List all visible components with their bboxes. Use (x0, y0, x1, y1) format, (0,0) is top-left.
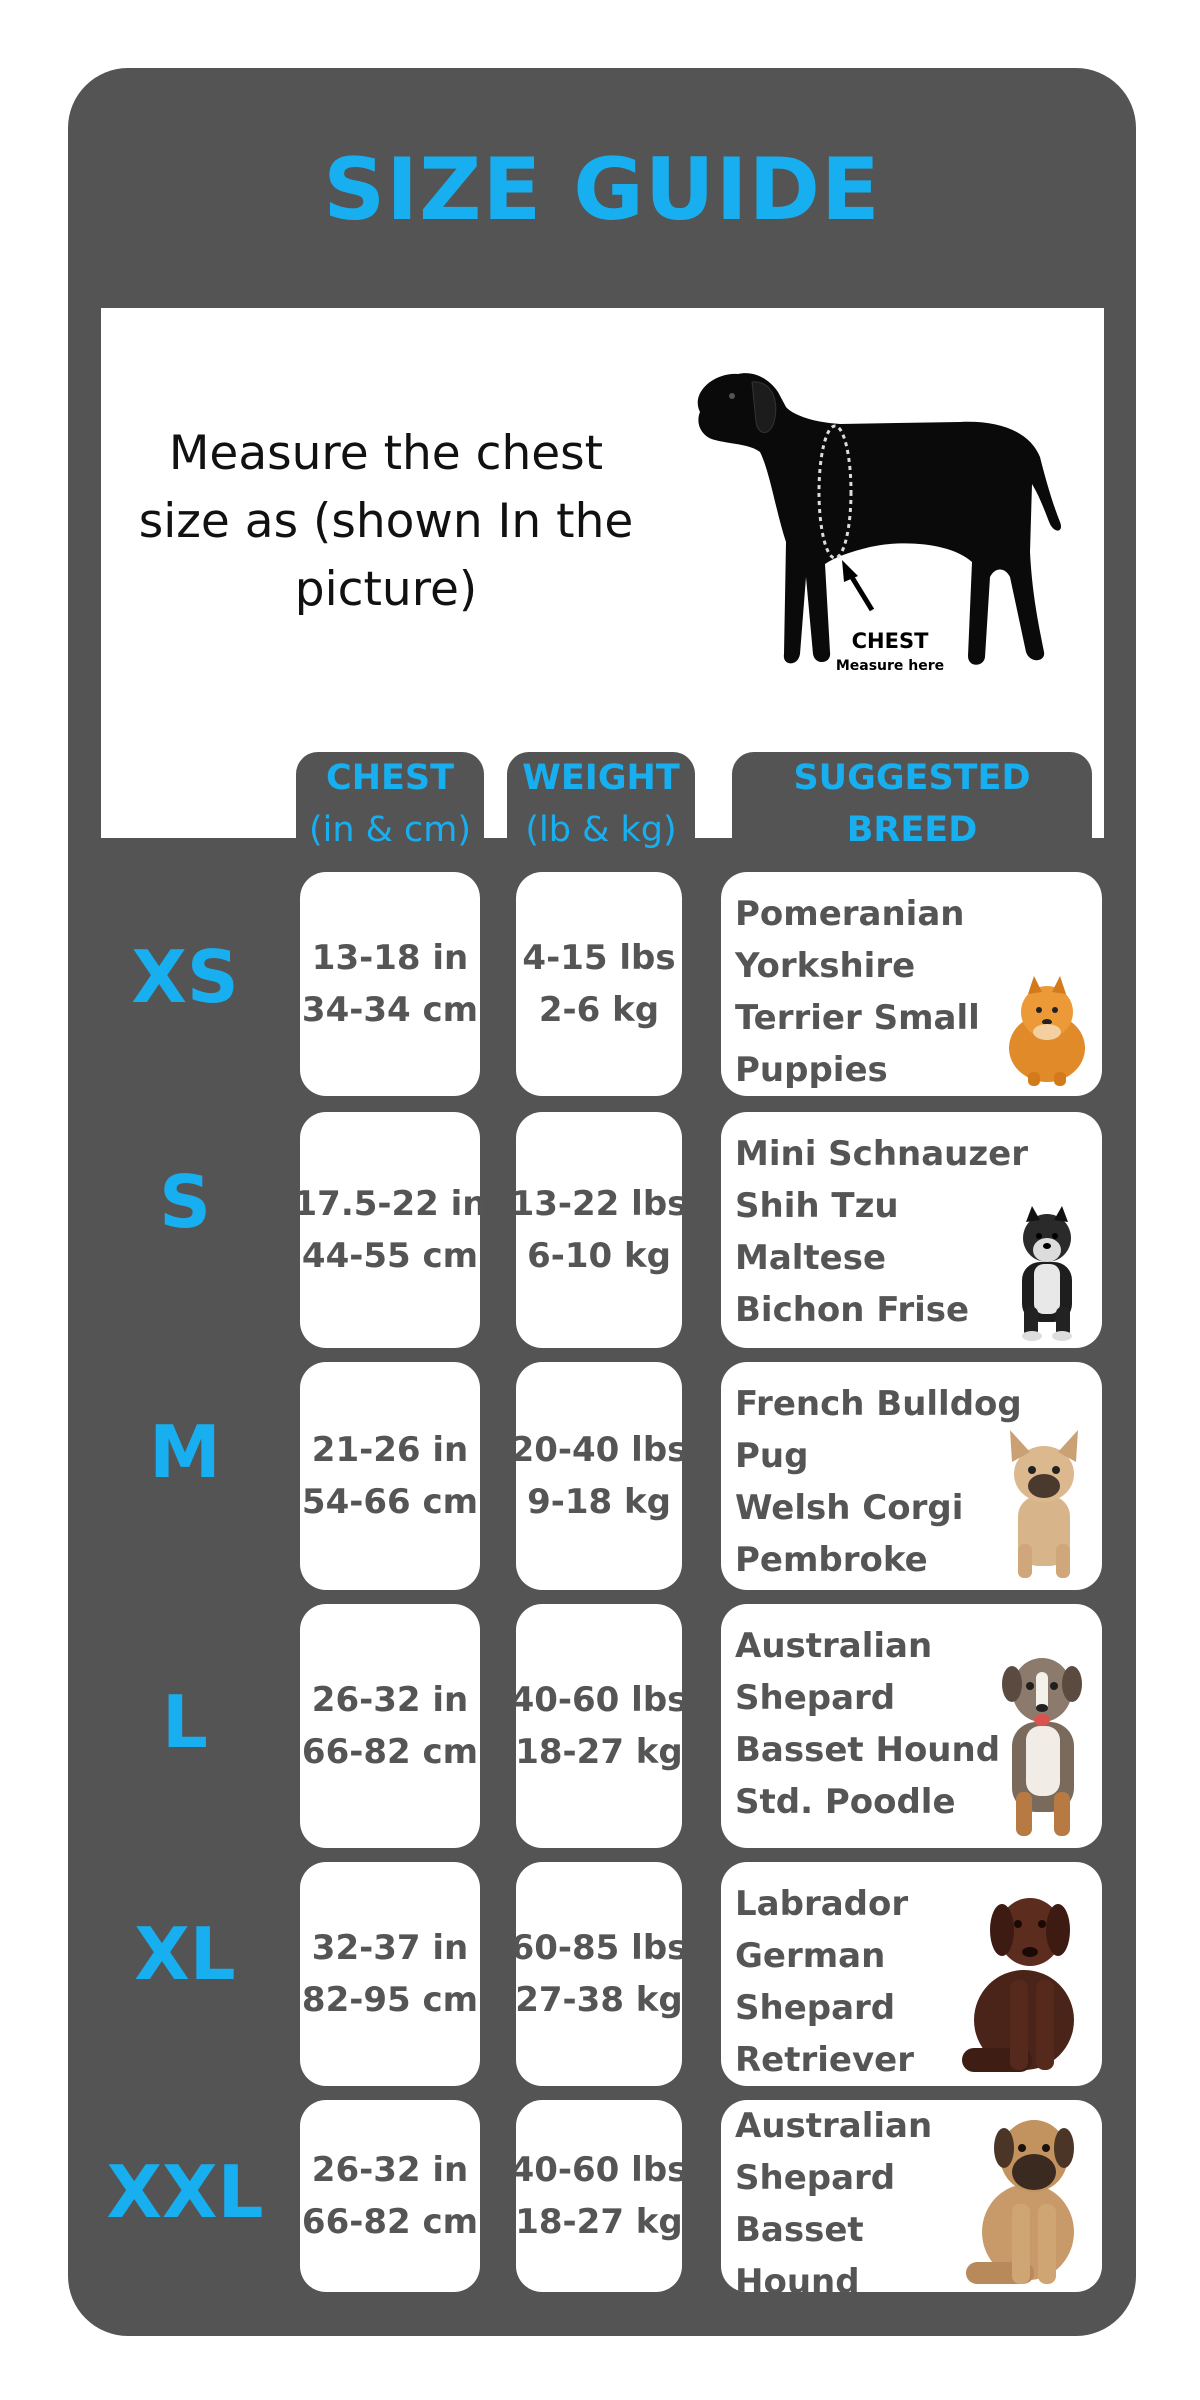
breed-cell (721, 1862, 1102, 2086)
breed-name: Pomeranian (735, 894, 965, 934)
breed-cell (721, 1362, 1102, 1590)
weight-cell (510, 1862, 688, 2086)
measure-line: Measure the chest (168, 426, 604, 481)
breed-list (735, 888, 980, 1096)
size-label: XS (131, 935, 239, 1019)
weight-cell (510, 2100, 688, 2292)
chest-in: 17.5-22 in (293, 1184, 487, 1224)
breed-cell (721, 1112, 1102, 1348)
breed-name: Labrador (735, 1884, 909, 1924)
chest-cell (293, 1112, 487, 1348)
size-label: S (159, 1160, 211, 1244)
chest-cm: 82-95 cm (301, 1980, 479, 2020)
measure-line: size as (shown In the (138, 494, 634, 549)
weight-kg: 27-38 kg (515, 1980, 683, 2020)
breed-name: Shih Tzu (735, 1186, 899, 1226)
chest-in: 13-18 in (311, 938, 469, 978)
figure-label: CHEST (851, 629, 929, 653)
chest-in: 21-26 in (311, 1430, 469, 1470)
breed-cell (721, 2100, 1102, 2292)
weight-cell (516, 872, 682, 1096)
weight-kg: 9-18 kg (527, 1482, 671, 1522)
size-label: L (162, 1680, 208, 1764)
breed-name: Shepard (735, 1988, 896, 2028)
breed-list (735, 1878, 914, 2086)
size-label: XXL (106, 2150, 264, 2234)
weight-lbs: 60-85 lbs (510, 1928, 688, 1968)
weight-lbs: 40-60 lbs (510, 2150, 688, 2190)
breed-header-line: BREED (846, 810, 978, 850)
mastiff-dog-icon (962, 2104, 1092, 2286)
breed-name: Retriever (735, 2040, 914, 2080)
weight-lbs: 13-22 lbs (510, 1184, 688, 1224)
weight-header-title: WEIGHT (522, 758, 680, 798)
page-title: SIZE GUIDE (323, 140, 881, 240)
weight-lbs: 4-15 lbs (522, 938, 676, 978)
weight-header-sub: (lb & kg) (525, 810, 677, 850)
chest-cm: 66-82 cm (301, 1732, 479, 1772)
breed-column-header (732, 752, 1092, 852)
australian-shepherd-icon (992, 1642, 1092, 1842)
breed-name: Pug (735, 1436, 809, 1476)
chest-cell (300, 1604, 480, 1848)
weight-cell (510, 1362, 688, 1590)
weight-cell (510, 1112, 688, 1348)
measure-instructions (136, 420, 636, 624)
breed-cell (721, 1604, 1102, 1848)
breed-name: Basset Hound (735, 1730, 1001, 1770)
breed-name: Maltese (735, 1238, 887, 1278)
schnauzer-dog-icon (1002, 1202, 1092, 1342)
chest-cell (300, 1362, 480, 1590)
breed-list (735, 1128, 1028, 1336)
breed-name: Puppies (735, 1050, 888, 1090)
weight-kg: 6-10 kg (527, 1236, 671, 1276)
breed-name: Pembroke (735, 1540, 928, 1580)
weight-cell (510, 1604, 688, 1848)
labrador-dog-icon (952, 1880, 1092, 2080)
size-label: M (149, 1410, 221, 1494)
chest-cm: 44-55 cm (301, 1236, 479, 1276)
chest-cell (300, 1862, 480, 2086)
breed-name: Shepard (735, 1678, 896, 1718)
breed-name: Australian (735, 1626, 933, 1666)
chest-measure-dog-icon (660, 352, 1080, 692)
breed-name: Std. Poodle (735, 1782, 956, 1822)
chest-cm: 66-82 cm (301, 2202, 479, 2242)
weight-lbs: 20-40 lbs (510, 1430, 688, 1470)
breed-name: Welsh Corgi (735, 1488, 964, 1528)
chest-cm: 34-34 cm (301, 990, 479, 1030)
breed-name: Bichon Frise (735, 1290, 970, 1330)
breed-list (735, 1378, 1022, 1586)
measure-line: picture) (294, 562, 478, 617)
pomeranian-dog-icon (1002, 970, 1092, 1090)
breed-name: Basset (735, 2210, 864, 2250)
breed-list (735, 2100, 932, 2292)
figure-sublabel: Measure here (835, 658, 945, 674)
breed-name: Terrier Small (735, 998, 980, 1038)
breed-name: Shepard (735, 2158, 896, 2198)
breed-name: German (735, 1936, 886, 1976)
chest-in: 26-32 in (311, 1680, 469, 1720)
chest-in: 26-32 in (311, 2150, 469, 2190)
chest-column-header (296, 752, 484, 852)
weight-lbs: 40-60 lbs (510, 1680, 688, 1720)
breed-name: Mini Schnauzer (735, 1134, 1029, 1174)
chest-cell (300, 2100, 480, 2292)
breed-name: Hound (735, 2262, 860, 2292)
weight-kg: 18-27 kg (515, 1732, 683, 1772)
weight-kg: 2-6 kg (538, 990, 660, 1030)
breed-name: Australian (735, 2106, 933, 2146)
breed-name: Yorkshire (735, 946, 916, 986)
chest-cell (300, 872, 480, 1096)
weight-kg: 18-27 kg (515, 2202, 683, 2242)
chest-header-sub: (in & cm) (308, 810, 472, 850)
weight-column-header (507, 752, 695, 852)
breed-cell (721, 872, 1102, 1096)
breed-name: French Bulldog (735, 1384, 1022, 1424)
chest-cm: 54-66 cm (301, 1482, 479, 1522)
french-bulldog-icon (996, 1424, 1092, 1584)
breed-list (735, 1620, 1000, 1828)
chest-in: 32-37 in (311, 1928, 469, 1968)
size-label: XL (134, 1912, 236, 1996)
chest-header-title: CHEST (326, 758, 454, 798)
breed-header-line: SUGGESTED (793, 758, 1031, 798)
